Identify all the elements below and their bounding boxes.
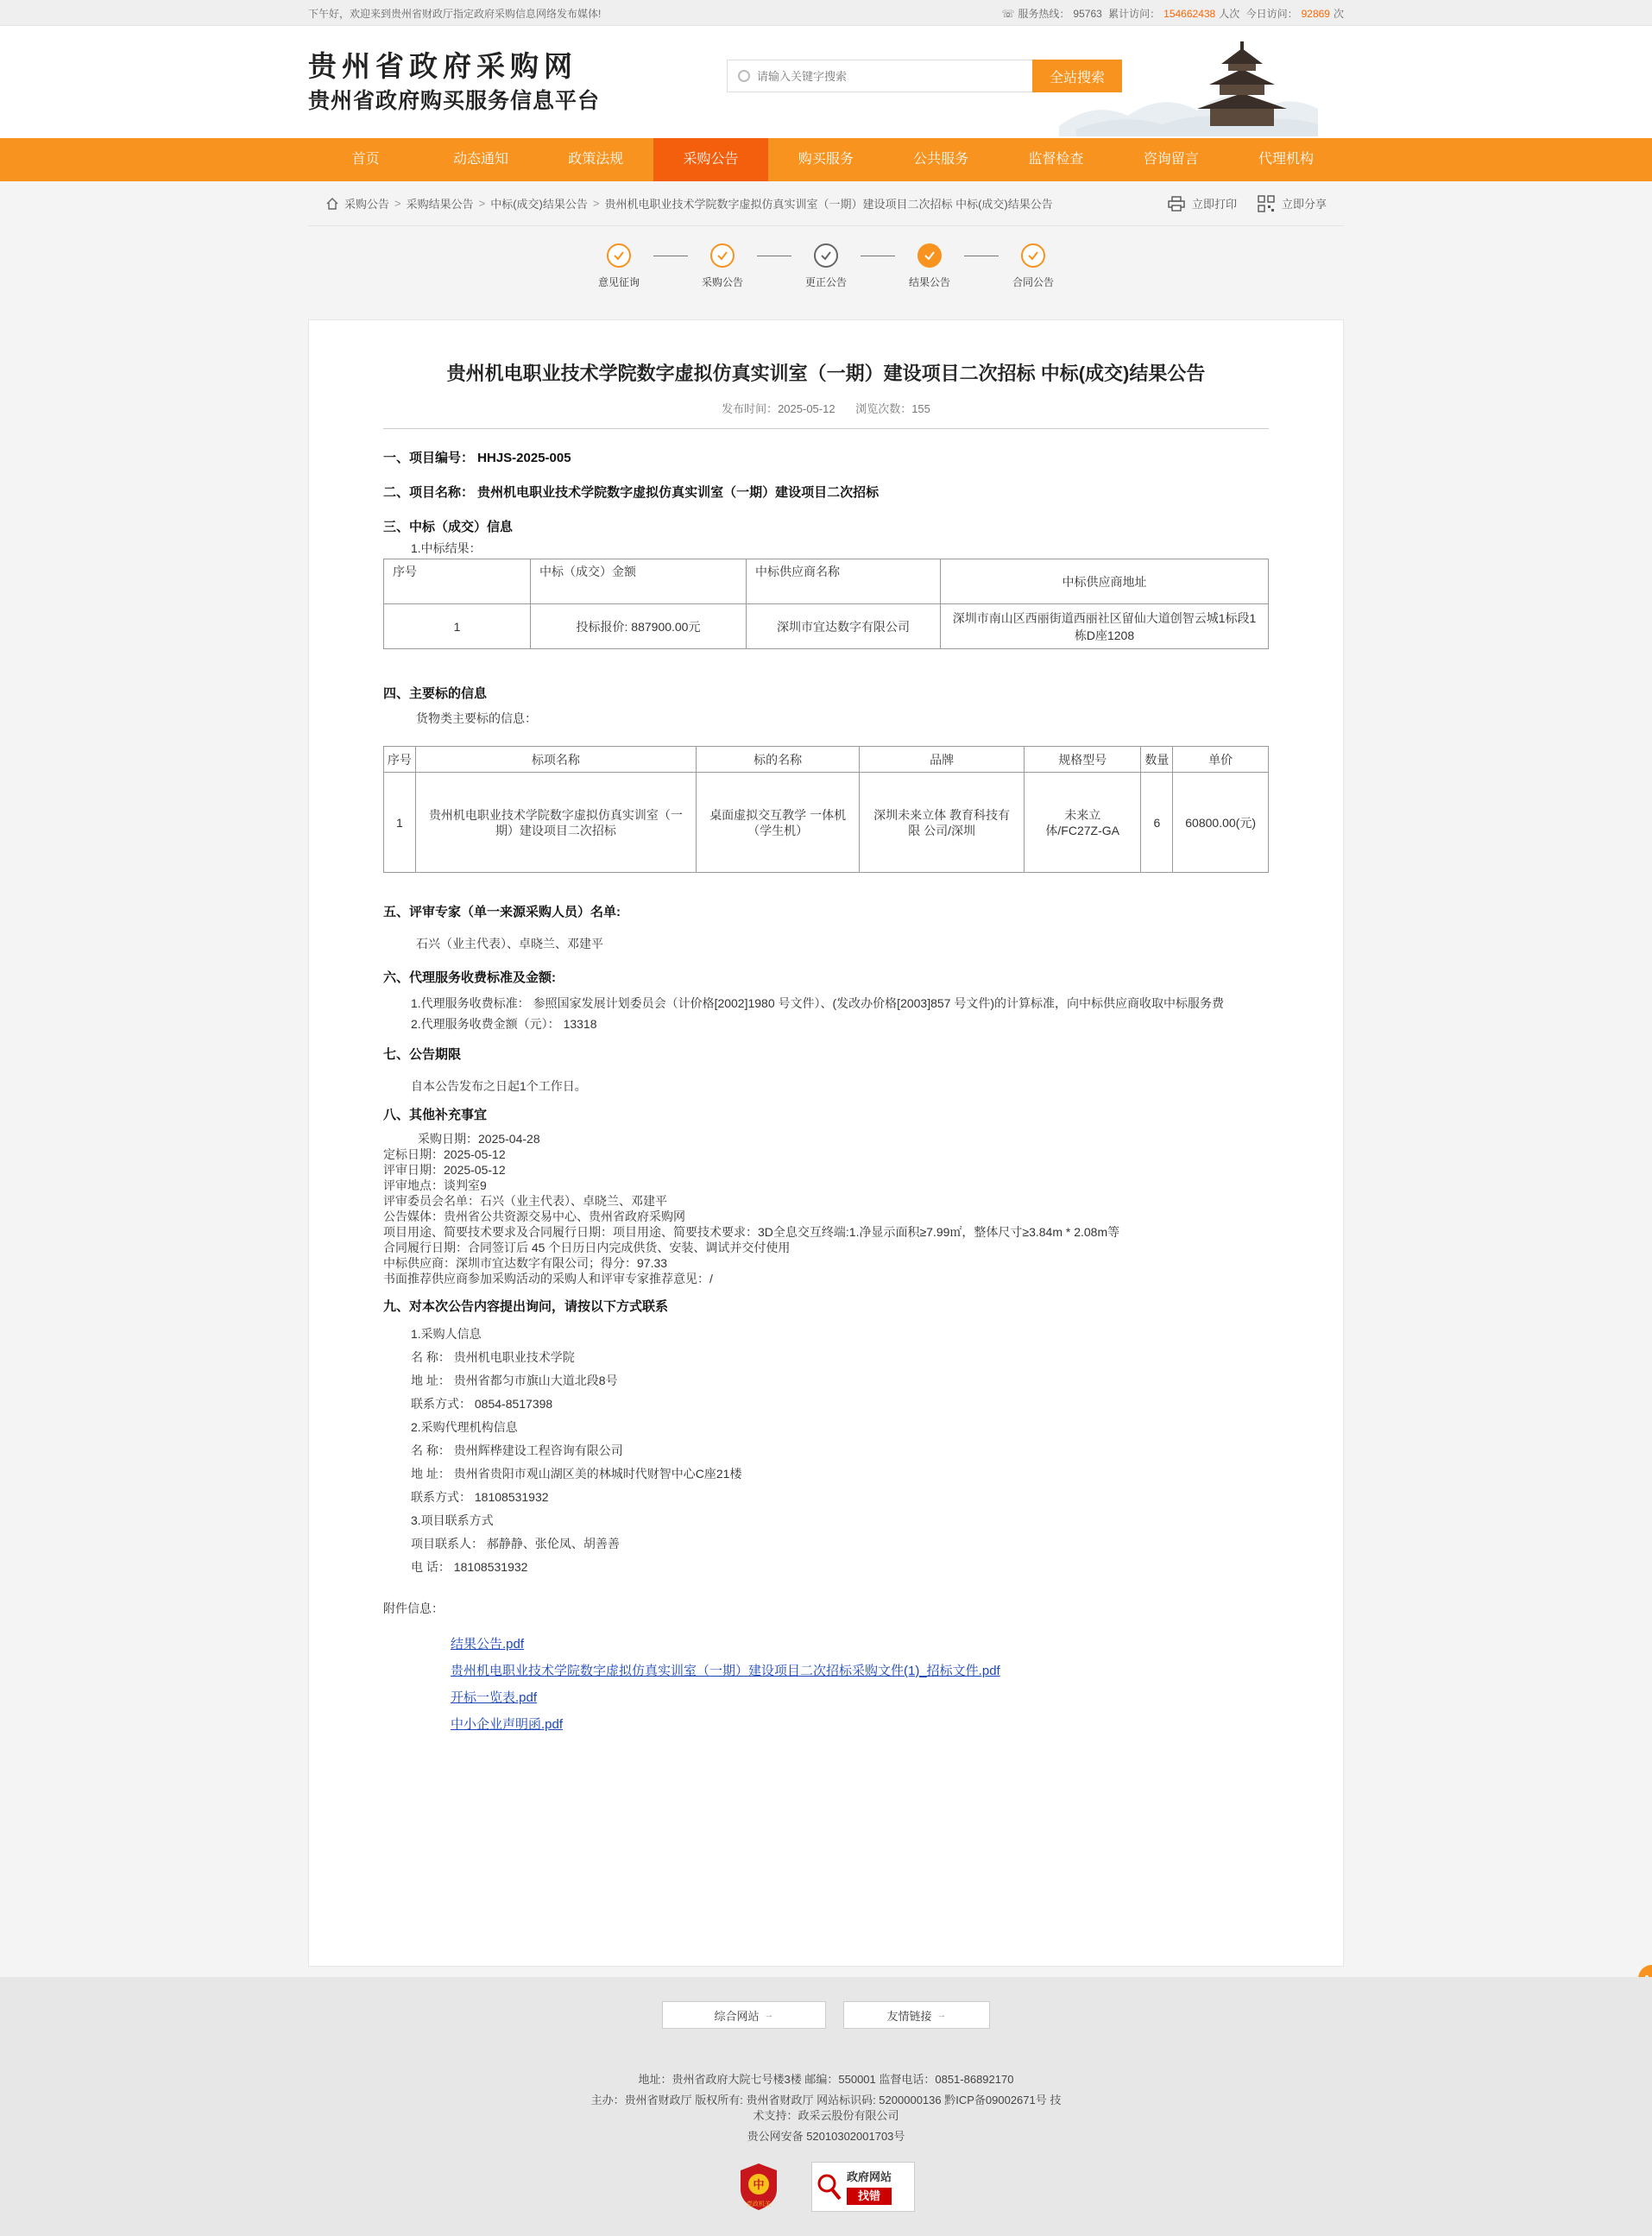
section-notice-period: 七、公告期限	[383, 1047, 462, 1062]
table-row	[384, 604, 1269, 649]
total-visits: 154662438	[1163, 7, 1216, 20]
nav-supervision[interactable]: 监督检查	[1028, 152, 1084, 167]
site-header	[0, 26, 1652, 138]
table-header: 品牌	[860, 747, 1025, 773]
supplementary-line: 合同履行日期：合同签订后 45 个日历日内完成供货、安装、调试并交付使用	[383, 1241, 791, 1254]
print-label: 立即打印	[1191, 198, 1237, 211]
supplementary-line: 书面推荐供应商参加采购活动的采购人和评审专家推荐意见：/	[383, 1272, 713, 1285]
table-cell: 桌面虚拟交互教学 一体机（学生机）	[697, 773, 860, 873]
nav-agency[interactable]: 代理机构	[1258, 152, 1315, 167]
nav-public-service[interactable]: 公共服务	[913, 152, 969, 167]
table-header: 中标供应商名称	[747, 559, 941, 604]
step-label: 意见征询	[597, 276, 640, 288]
contact-line: 联系方式： 18108531932	[411, 1490, 549, 1504]
hotline-number: 95763	[1073, 7, 1102, 20]
supplementary-text	[383, 1131, 1269, 1286]
footer-address: 地址：贵州省政府大院七号楼3楼 邮编：550001 监督电话：0851-86892170	[638, 2073, 1014, 2086]
view-count: 浏览次数：155	[855, 402, 930, 415]
search-box	[727, 60, 1032, 92]
magnifier-icon	[816, 2170, 843, 2204]
section-project-name: 二、项目名称： 贵州机电职业技术学院数字虚拟仿真实训室（一期）建设项目二次招标	[383, 485, 880, 500]
search-icon	[738, 70, 750, 82]
supplementary-line: 中标供应商：深圳市宜达数字有限公司；得分：97.33	[383, 1256, 668, 1270]
check-icon	[1021, 243, 1045, 268]
step-label: 更正公告	[804, 276, 847, 288]
step-contract[interactable]	[999, 243, 1068, 289]
breadcrumb-separator: >	[592, 197, 600, 210]
contact-line: 名 称： 贵州机电职业技术学院	[411, 1350, 575, 1364]
table-header: 标的名称	[697, 747, 860, 773]
breadcrumb-item-award[interactable]: 中标(成交)结果公告	[490, 198, 588, 211]
site-subtitle: 贵州省政府购买服务信息平台	[308, 89, 601, 113]
breadcrumb-separator: >	[478, 197, 486, 210]
table-header: 中标（成交）金额	[531, 559, 747, 604]
table-cell: 未来立体/FC27Z-GA	[1024, 773, 1140, 873]
top-bar	[0, 0, 1652, 26]
goods-info-label: 货物类主要标的信息：	[416, 711, 537, 725]
table-header-row	[384, 747, 1269, 773]
page-tools	[1147, 195, 1327, 212]
attachment-link[interactable]: 中小企业声明函.pdf	[451, 1717, 564, 1732]
party-gov-seal-icon[interactable]	[737, 2162, 780, 2212]
table-cell: 60800.00(元)	[1173, 773, 1269, 873]
supplementary-line: 采购日期：2025-04-28	[418, 1132, 540, 1146]
nav-procurement[interactable]: 采购公告	[653, 138, 768, 181]
contact-line: 联系方式： 0854-8517398	[411, 1397, 553, 1411]
footer-host-text: 主办：贵州省财政厅 版权所有: 贵州省财政厅 网站标识码: 5200000136 黔ICP备09002671号 技	[590, 2094, 1062, 2107]
table-header: 规格型号	[1024, 747, 1140, 773]
section-experts: 五、评审专家（单一来源采购人员）名单:	[383, 905, 621, 919]
site-logo[interactable]	[308, 47, 697, 117]
portal-sites-label: 综合网站	[714, 2009, 760, 2023]
hotline-label: 服务热线：	[1018, 7, 1070, 20]
today-visits: 92869	[1301, 7, 1330, 20]
breadcrumb	[325, 195, 1053, 212]
home-icon[interactable]	[325, 197, 339, 211]
contact-line: 电 话： 18108531932	[411, 1560, 528, 1574]
footer-police-record[interactable]: 贵公网安备 52010302001703号	[747, 2130, 905, 2143]
table-row	[384, 773, 1269, 873]
supplementary-line: 评审日期：2025-05-12	[383, 1163, 506, 1177]
table-cell: 深圳市宜达数字有限公司	[747, 604, 941, 649]
table-cell: 1	[384, 604, 531, 649]
attachment-link[interactable]: 贵州机电职业技术学院数字虚拟仿真实训室（一期）建设项目二次招标采购文件(1)_招标文件.pdf	[451, 1664, 1000, 1678]
breadcrumb-separator: >	[394, 197, 401, 210]
site-footer	[0, 1977, 1652, 2236]
friend-links-label: 友情链接	[886, 2009, 932, 2023]
table-header: 标项名称	[415, 747, 696, 773]
step-correction[interactable]	[791, 243, 861, 289]
contact-line: 地 址： 贵州省贵阳市观山湖区美的林城时代财智中心C座21楼	[411, 1467, 742, 1481]
step-result[interactable]	[895, 243, 964, 289]
table-cell: 1	[384, 773, 416, 873]
section-agency-fee: 六、代理服务收费标准及金额:	[383, 970, 556, 985]
supplementary-line: 评审地点：谈判室9	[383, 1178, 487, 1192]
print-button[interactable]	[1168, 195, 1237, 212]
welcome-text: 下午好，欢迎来到贵州省财政厅指定政府采购信息网络发布媒体!	[308, 7, 602, 20]
nav-policy[interactable]: 政策法规	[568, 152, 624, 167]
total-visits-unit: 人次	[1219, 7, 1240, 20]
publish-time: 发布时间：2025-05-12	[722, 402, 835, 415]
arrow-right-icon: →	[764, 2010, 774, 2020]
table-header: 中标供应商地址	[941, 559, 1269, 604]
section-supplementary: 八、其他补充事宜	[383, 1108, 488, 1122]
contact-line: 名 称： 贵州辉桦建设工程咨询有限公司	[411, 1443, 623, 1457]
check-icon	[607, 243, 631, 268]
contact-line: 2.采购代理机构信息	[411, 1420, 518, 1434]
contact-line: 3.项目联系方式	[411, 1513, 494, 1527]
supplementary-line: 定标日期：2025-05-12	[383, 1147, 506, 1161]
seal-label: 党政机关	[747, 2201, 771, 2208]
pagoda-illustration	[1059, 40, 1318, 136]
table-cell: 深圳市南山区西丽街道西丽社区留仙大道创智云城1标段1栋D座1208	[941, 604, 1269, 649]
check-icon	[710, 243, 735, 268]
table-header: 序号	[384, 559, 531, 604]
step-announcement[interactable]	[688, 243, 757, 289]
table-cell: 深圳未来立体 教育科技有限 公司/深圳	[860, 773, 1025, 873]
agency-fee-amount: 2.代理服务收费金额（元）： 13318	[411, 1017, 597, 1031]
supplementary-line: 公告媒体：贵州省公共资源交易中心、贵州省政府采购网	[383, 1210, 685, 1223]
step-label: 结果公告	[908, 276, 950, 288]
supplementary-line: 项目用途、简要技术要求及合同履行日期：项目用途、简要技术要求：3D全息交互终端:1.净显示面积≥7.99㎡，整体尺寸≥3.84m * 2.08m等	[383, 1225, 1120, 1239]
experts-list: 石兴（业主代表）、卓晓兰、邓建平	[416, 937, 603, 951]
share-label: 立即分享	[1281, 198, 1327, 211]
step-label: 采购公告	[701, 276, 743, 288]
breadcrumb-bar	[0, 181, 1652, 226]
step-label: 合同公告	[1012, 276, 1054, 288]
arrow-right-icon: →	[936, 2010, 947, 2020]
footer-host	[0, 2093, 1652, 2124]
contact-line: 地 址： 贵州省都匀市旗山大道北段8号	[411, 1374, 618, 1387]
share-button[interactable]	[1258, 195, 1327, 212]
check-icon	[814, 243, 838, 268]
attachment-link[interactable]: 结果公告.pdf	[451, 1637, 525, 1652]
section-project-number: 一、项目编号： HHJS-2025-005	[383, 451, 571, 465]
main-nav	[0, 138, 1652, 181]
nav-purchase-service[interactable]: 购买服务	[798, 152, 854, 167]
qr-code-icon	[1258, 195, 1275, 212]
table-cell: 6	[1141, 773, 1173, 873]
section-main-items: 四、主要标的信息	[383, 686, 488, 701]
nav-consult[interactable]: 咨询留言	[1143, 152, 1199, 167]
contact-line: 1.采购人信息	[411, 1327, 482, 1341]
section-award-info: 三、中标（成交）信息	[383, 520, 514, 534]
article-meta	[383, 400, 1269, 429]
step-consultation[interactable]	[584, 243, 653, 289]
attachment-link[interactable]: 开标一览表.pdf	[451, 1690, 538, 1705]
total-visits-label: 累计访问：	[1108, 7, 1161, 20]
items-table	[383, 746, 1269, 873]
article-title: 贵州机电职业技术学院数字虚拟仿真实训室（一期）建设项目二次招标 中标(成交)结果公告	[446, 363, 1206, 384]
table-header: 单价	[1173, 747, 1269, 773]
gov-site-badge-sub: 找错	[847, 2188, 892, 2205]
breadcrumb-item-procurement[interactable]: 采购公告	[344, 198, 390, 211]
friend-links-dropdown[interactable]	[843, 2001, 990, 2029]
visit-stats	[998, 6, 1344, 21]
search-input[interactable]	[757, 70, 1016, 83]
today-visits-label: 今日访问：	[1245, 7, 1298, 20]
contact-line: 项目联系人： 郝静静、张伦凤、胡善善	[411, 1537, 620, 1551]
search-button[interactable]: 全站搜索	[1032, 60, 1122, 92]
printer-icon	[1168, 196, 1185, 212]
table-cell: 投标报价: 887900.00元	[531, 604, 747, 649]
agency-fee-standard: 1.代理服务收费标准： 参照国家发展计划委员会（计价格[2002]1980 号文件）、(发改办价格[2003]857 号文件)的计算标准，向中标供应商收取中标服务费	[411, 996, 1225, 1010]
table-header: 数量	[1141, 747, 1173, 773]
supplementary-line: 评审委员会名单：石兴（业主代表）、卓晓兰、邓建平	[383, 1194, 667, 1208]
contact-info	[383, 1323, 1269, 1579]
today-visits-unit: 次	[1333, 7, 1344, 20]
breadcrumb-item-current: 贵州机电职业技术学院数字虚拟仿真实训室（一期）建设项目二次招标 中标(成交)结果公告	[604, 198, 1053, 211]
svg-text:中: 中	[753, 2179, 765, 2192]
footer-support-text: 术支持：政采云股份有限公司	[753, 2109, 899, 2122]
phone-icon: ☏	[1001, 7, 1015, 20]
site-title: 贵州省政府采购网	[308, 50, 577, 82]
award-result-label: 1.中标结果：	[411, 541, 482, 555]
gov-site-error-report[interactable]	[811, 2162, 915, 2212]
attachments-label: 附件信息：	[383, 1601, 444, 1615]
portal-sites-dropdown[interactable]	[662, 2001, 826, 2029]
breadcrumb-item-results[interactable]: 采购结果公告	[406, 198, 474, 211]
award-table	[383, 559, 1269, 649]
footer-info	[0, 2070, 1652, 2146]
nav-home[interactable]: 首页	[351, 152, 380, 167]
attachments-list	[383, 1631, 1269, 1738]
notice-progress	[0, 226, 1652, 319]
gov-site-badge-title: 政府网站	[847, 2170, 892, 2183]
nav-news[interactable]: 动态通知	[452, 152, 508, 167]
notice-article	[308, 319, 1344, 1967]
footer-badges	[0, 2162, 1652, 2212]
footer-links	[0, 2001, 1652, 2029]
gov-site-badge-text	[847, 2169, 892, 2205]
notice-period-text: 自本公告发布之日起1个工作日。	[411, 1079, 587, 1093]
check-icon	[917, 243, 942, 268]
table-cell: 贵州机电职业技术学院数字虚拟仿真实训室（一期）建设项目二次招标	[415, 773, 696, 873]
table-header-row	[384, 559, 1269, 604]
section-contact: 九、对本次公告内容提出询问，请按以下方式联系	[383, 1299, 669, 1314]
table-header: 序号	[384, 747, 416, 773]
